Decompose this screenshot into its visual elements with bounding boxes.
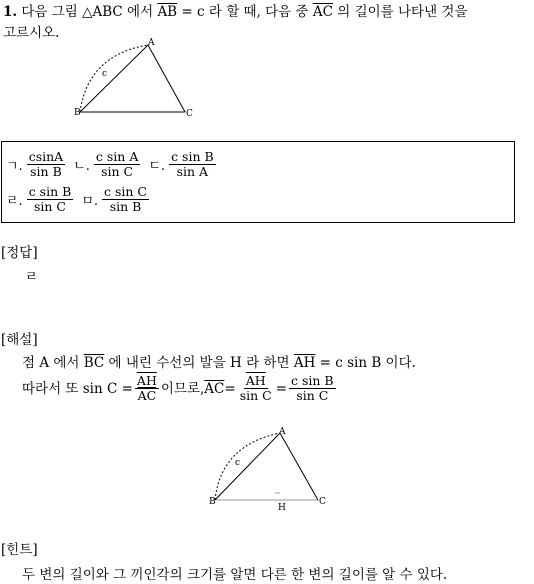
choice-5[interactable] [81,185,151,214]
numerator: $\overline{AH}$ [136,373,157,388]
vertex-c-label: C [319,497,326,507]
side-ac [280,433,318,500]
choice-3[interactable] [148,150,217,179]
question-text-mid: = c 라 할 때, 다음 중 [177,4,313,20]
explanation-text-2-mid: 이므로, [160,380,205,397]
denominator: sin C [239,388,272,403]
side-ab [215,433,280,500]
numerator: c sin A [95,149,139,164]
triangle-figure-with-altitude [205,423,335,513]
explanation-text: 점 A 에서 [22,355,84,371]
fraction-ah-ac [135,374,159,403]
choice-fraction [169,150,216,179]
fraction-csinb-sinc [289,374,336,403]
answer-value: ㄹ [25,269,39,285]
choice-fraction [102,185,149,214]
numerator: c sin C [104,184,147,199]
choice-4[interactable] [6,185,75,214]
numerator: c sin B [28,184,72,199]
explanation-line-2 [22,374,338,403]
choices-row-2 [6,185,157,214]
explanation-header: [해설] [1,332,38,348]
triangle-figure [70,35,200,125]
segment-bc: $\overline{BC}$ [83,355,105,371]
foot-h-label: H [278,503,286,513]
numerator: c sin B [171,149,214,164]
explanation-text-2: 따라서 또 sin C = [22,380,133,397]
question-text: 다음 그림 △ABC 에서 [17,4,158,20]
choice-fraction [27,150,66,179]
choice-label: ㄱ. [6,159,23,174]
numerator: c sin B [291,373,334,388]
explanation-text-post: = c sin B 이다. [315,355,416,371]
segment-ac: $\overline{AC}$ [312,4,333,20]
question-number: 1. [3,4,18,20]
denominator: sin B [109,199,142,214]
choice-fraction [94,150,140,179]
denominator: sin C [34,199,67,214]
question-line-2: 고르시오. [3,25,60,41]
choice-fraction [27,185,74,214]
choice-2[interactable] [73,150,142,179]
choice-1[interactable] [6,150,67,179]
answer-header: [정답] [1,245,38,261]
explanation-line-1 [22,354,416,372]
choice-label: ㄷ. [148,159,166,174]
denominator: sin B [30,164,62,179]
choices-box [1,141,515,223]
segment-ah: $\overline{AH}$ [293,355,316,371]
question-line-1 [3,3,468,21]
denominator: AC [137,388,157,403]
vertex-b-label: B [209,497,216,507]
vertex-c-label: C [186,109,193,119]
segment-ab: $\overline{AB}$ [157,4,178,20]
numerator: $\overline{AH}$ [245,373,266,388]
hint-text: 두 변의 길이와 그 끼인각의 크기를 알면 다른 한 변의 길이를 알 수 있다. [22,567,448,583]
side-ac [148,45,185,112]
choice-label: ㅁ. [81,194,99,209]
denominator: sin C [101,164,134,179]
denominator: sin A [176,164,209,179]
segment-ac-2: $\overline{AC}$ [204,380,225,397]
question-text-post: 의 길이를 나타낸 것을 [332,4,468,20]
equals-sign-2: = [275,380,288,397]
length-c-label: c [102,69,108,79]
hint-header: [힌트] [1,542,38,558]
explanation-text-mid: 에 내린 수선의 발을 H 라 하면 [104,355,294,371]
length-c-label: c [235,458,241,468]
choice-label: ㄴ. [73,159,90,174]
choice-label: ㄹ. [6,194,23,209]
vertex-a-label: A [148,38,155,48]
denominator: sin C [296,388,329,403]
choices-row-1 [6,150,224,179]
fraction-ah-sinc [238,374,274,403]
numerator: csinA [28,149,64,164]
vertex-b-label: B [74,108,81,118]
equals-sign: = [224,380,236,397]
side-ab [80,45,148,112]
vertex-a-label: A [279,427,286,437]
